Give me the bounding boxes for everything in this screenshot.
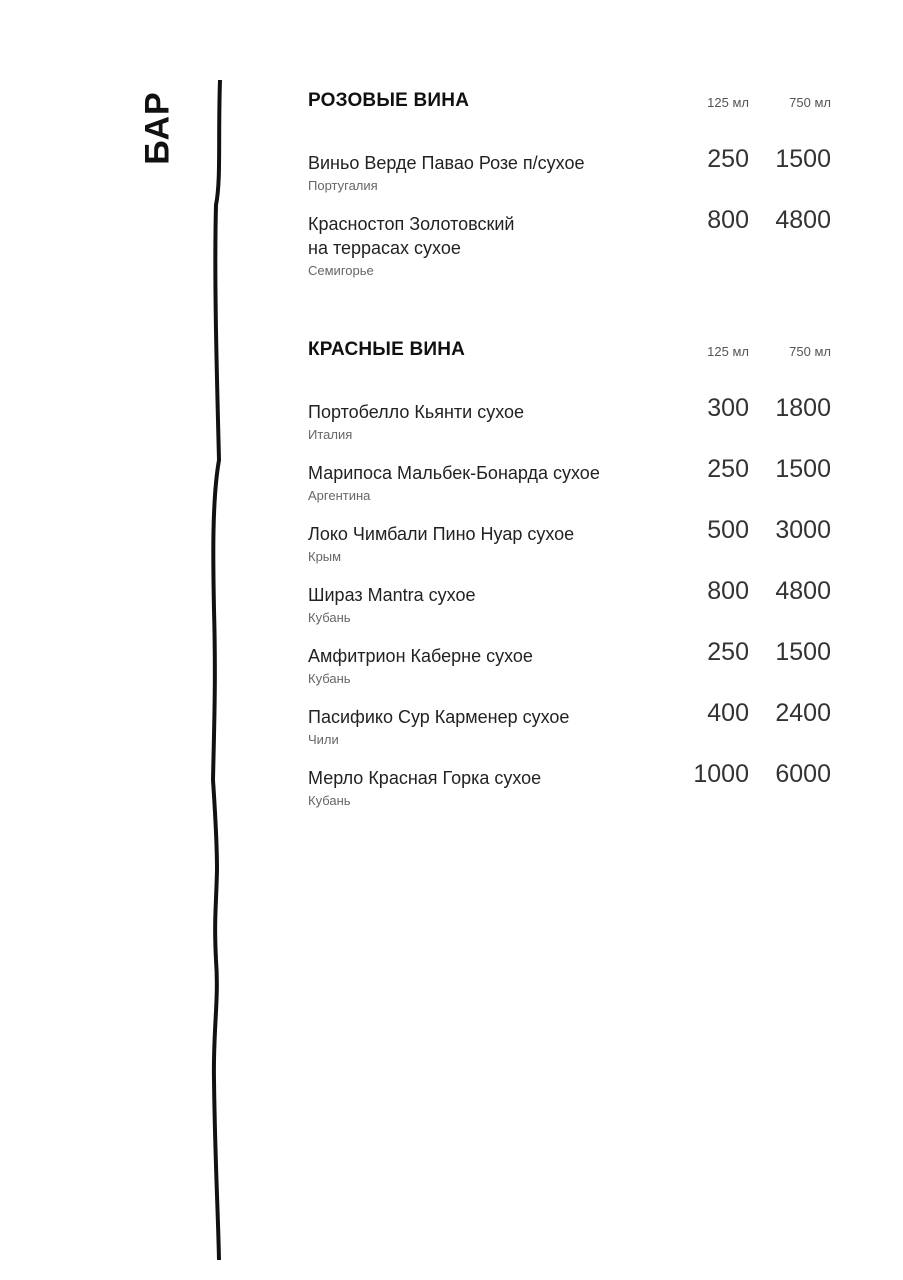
price-small: 250 — [707, 455, 749, 483]
menu-item — [308, 394, 833, 445]
menu-item — [308, 206, 833, 281]
menu-item-name: Виньо Верде Павао Розе п/сухое — [308, 153, 585, 173]
menu-item — [308, 577, 833, 628]
price-small: 1000 — [693, 760, 749, 788]
menu-item — [308, 145, 833, 196]
price-small: 300 — [707, 394, 749, 422]
menu-item — [308, 699, 833, 750]
menu-item-origin: Кубань — [308, 793, 351, 808]
section-red-wines — [308, 335, 833, 811]
menu-item-name: Локо Чимбали Пино Нуар сухое — [308, 524, 575, 544]
price-large: 1500 — [775, 455, 831, 483]
volume-large-label: 750 мл — [789, 95, 831, 110]
price-small: 800 — [707, 206, 749, 234]
menu-item-origin: Семигорье — [308, 263, 374, 278]
price-large: 3000 — [775, 516, 831, 544]
item-list — [308, 394, 833, 811]
menu-item-name: Мерло Красная Горка сухое — [308, 768, 542, 788]
price-large: 1500 — [775, 638, 831, 666]
volume-large-label: 750 мл — [789, 344, 831, 359]
price-small: 400 — [707, 699, 749, 727]
volume-small-label: 125 мл — [707, 344, 749, 359]
menu-item-name: Шираз Mantra сухое — [308, 585, 476, 605]
menu-item-name: Амфитрион Каберне сухое — [308, 646, 533, 666]
menu-item-name: Пасифико Сур Карменер сухое — [308, 707, 570, 727]
menu-item-name: Красностоп Золотовский на террасах сухое — [308, 214, 515, 258]
section-header — [308, 86, 833, 122]
section-header — [308, 335, 833, 371]
price-small: 250 — [707, 638, 749, 666]
menu-item-origin: Крым — [308, 549, 342, 564]
vertical-divider-line — [200, 80, 240, 1260]
menu-item-origin: Италия — [308, 427, 353, 442]
price-large: 6000 — [775, 760, 831, 788]
menu-item-origin: Чили — [308, 732, 339, 747]
price-large: 4800 — [775, 577, 831, 605]
section-rose-wines — [308, 86, 833, 281]
price-small: 800 — [707, 577, 749, 605]
price-large: 4800 — [775, 206, 831, 234]
price-large: 1800 — [775, 394, 831, 422]
price-small: 250 — [707, 145, 749, 173]
menu-item-origin: Кубань — [308, 610, 351, 625]
section-title: КРАСНЫЕ ВИНА — [308, 339, 466, 360]
item-list — [308, 145, 833, 281]
menu-item — [308, 455, 833, 506]
menu-item-origin: Португалия — [308, 178, 378, 193]
price-large: 2400 — [775, 699, 831, 727]
price-small: 500 — [707, 516, 749, 544]
menu-item — [308, 638, 833, 689]
page-title — [136, 88, 180, 168]
section-title: РОЗОВЫЕ ВИНА — [308, 90, 470, 111]
menu-content — [308, 86, 833, 827]
menu-item-origin: Аргентина — [308, 488, 371, 503]
menu-item — [308, 760, 833, 811]
volume-small-label: 125 мл — [707, 95, 749, 110]
price-large: 1500 — [775, 145, 831, 173]
page-title-text: БАР — [138, 91, 177, 165]
menu-item-origin: Кубань — [308, 671, 351, 686]
menu-item — [308, 516, 833, 567]
menu-item-name: Портобелло Кьянти сухое — [308, 402, 525, 422]
menu-item-name: Марипоса Мальбек-Бонарда сухое — [308, 463, 600, 483]
